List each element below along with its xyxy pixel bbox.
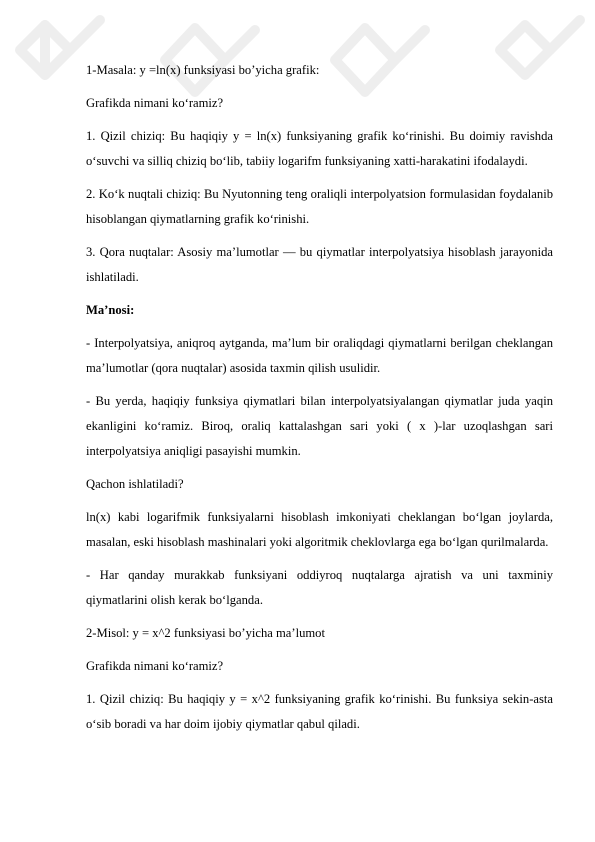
manosi-heading: Ma’nosi: <box>86 303 135 317</box>
misol-2-title: 2-Misol: y = x^2 funksiyasi bo’yicha ma’lumot <box>86 626 325 640</box>
list-item-black-points: 3. Qora nuqtalar: Asosiy ma’lumotlar — bu qiymatlar interpolyatsiya hisoblash jarayonida ishlatiladi. <box>86 245 553 284</box>
manosi-paragraph-1: - Interpolyatsiya, aniqroq aytganda, ma’lum bir oraliqdagi qiymatlarni berilgan cheklangan ma’lumotlar (qora nuqtalar) asosida taxmin qilish usulidir. <box>86 336 553 375</box>
list-item-blue-dotted-line: 2. Ko‘k nuqtali chiziq: Bu Nyutonning teng oraliqli interpolyatsion formulasidan foydalanib hisoblangan qiymatlarning grafik ko‘rinishi. <box>86 187 553 226</box>
grafikda-question-2: Grafikda nimani ko‘ramiz? <box>86 659 224 673</box>
qachon-paragraph-1: ln(x) kabi logarifmik funksiyalarni hisoblash imkoniyati cheklangan bo‘lgan joylarda, masalan, eski hisoblash mashinalari yoki algoritmik cheklovlarga ega bo‘lgan qurilmalarda. <box>86 510 553 549</box>
document-content <box>86 58 553 745</box>
list-item-2-red-line: 1. Qizil chiziq: Bu haqiqiy y = x^2 funksiyaning grafik ko‘rinishi. Bu funksiya sekin-asta o‘sib boradi va har doim ijobiy qiymatlar qabul qiladi. <box>86 692 553 731</box>
grafikda-question-1: Grafikda nimani ko‘ramiz? <box>86 96 224 110</box>
qachon-paragraph-2: - Har qanday murakkab funksiyani oddiyroq nuqtalarga ajratish va uni taxminiy qiymatlarini olish kerak bo‘lganda. <box>86 568 553 607</box>
masala-1-title: 1-Masala: y =ln(x) funksiyasi bo’yicha grafik: <box>86 63 320 77</box>
list-item-red-line: 1. Qizil chiziq: Bu haqiqiy y = ln(x) funksiyaning grafik ko‘rinishi. Bu doimiy ravishda o‘suvchi va silliq chiziq bo‘lib, tabiiy logarifm funksiyaning xatti-harakatini ifodalaydi. <box>86 129 553 168</box>
qachon-heading: Qachon ishlatiladi? <box>86 477 184 491</box>
manosi-paragraph-2: - Bu yerda, haqiqiy funksiya qiymatlari bilan interpolyatsiyalangan qiymatlar juda yaqin ekanligini ko‘ramiz. Biroq, oraliq kattalashgan sari yoki ( x )-lar uzoqlashgan sari interpolyatsiya aniqligi pasayishi mumkin. <box>86 394 553 458</box>
